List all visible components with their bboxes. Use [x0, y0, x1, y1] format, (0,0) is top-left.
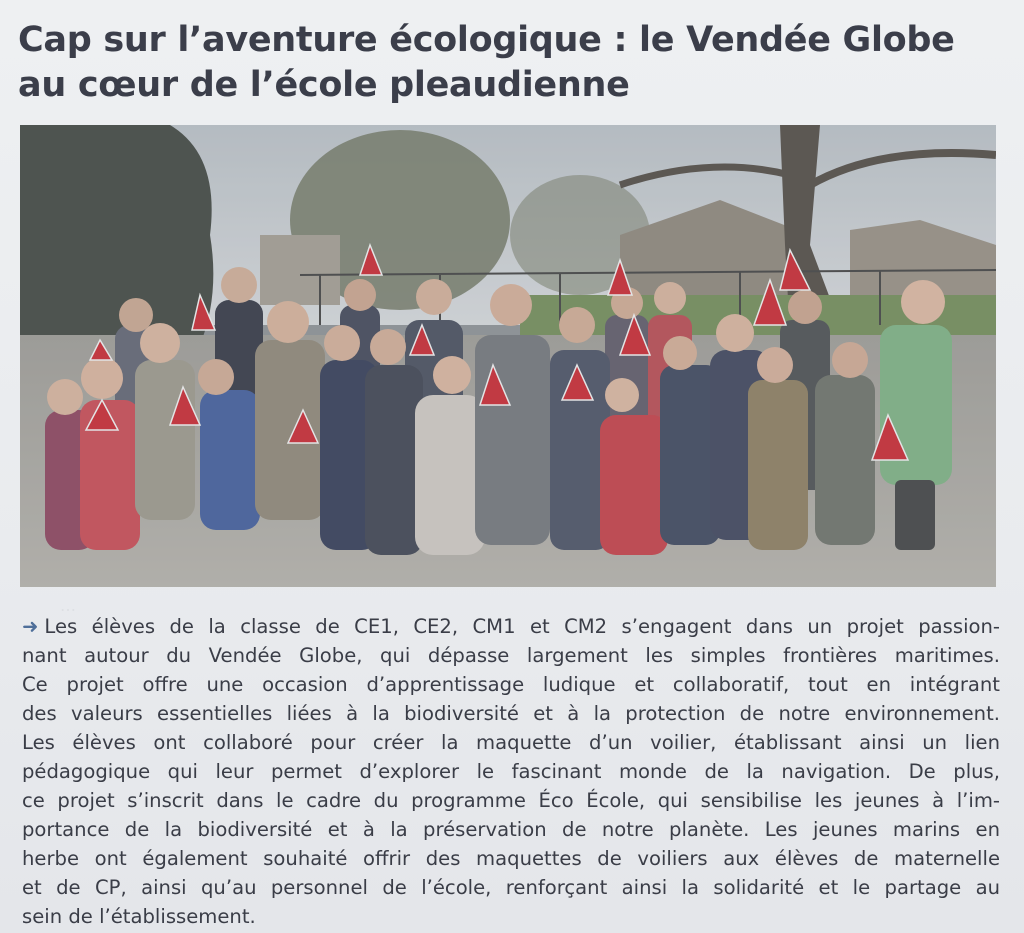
caption-line-8: portance de la biodiversité et à la préservation de notre planète. Les jeunes marins en	[22, 818, 1000, 841]
arrow-right-icon: ➜	[22, 615, 39, 638]
caption-line-10: et de CP, ainsi qu’au personnel de l’école, renforçant ainsi la solidarité et le partage au	[22, 876, 1000, 899]
photo-illustration	[20, 125, 996, 587]
caption-line-5: Les élèves ont collaboré pour créer la maquette d’un voilier, établissant ainsi un lien	[22, 731, 1000, 754]
class-group-photo	[20, 125, 996, 587]
caption-line-1: ➜ Les élèves de la classe de CE1, CE2, CM1 et CM2 s’engagent dans un projet passion-	[22, 615, 1000, 638]
headline-line-2: au cœur de l’école pleaudienne	[18, 65, 630, 105]
caption-line-6: pédagogique qui leur permet d’explorer le fascinant monde de la navigation. De plus,	[22, 760, 1000, 783]
caption-line-11: sein de l’établissement.	[22, 905, 256, 928]
bleed-through-text: …	[60, 596, 76, 615]
caption-line-7: ce projet s’inscrit dans le cadre du programme Éco École, qui sensibilise les jeunes à l’im-	[22, 789, 1000, 812]
caption-line-2: nant autour du Vendée Globe, qui dépasse largement les simples frontières maritimes.	[22, 644, 1000, 667]
article-headline	[18, 18, 1008, 108]
article-caption	[22, 612, 1000, 931]
caption-line-9: herbe ont également souhaité offrir des maquettes de voiliers aux élèves de maternelle	[22, 847, 1000, 870]
caption-line-3: Ce projet offre une occasion d’apprentissage ludique et collaboratif, tout en intégrant	[22, 673, 1000, 696]
headline-line-1: Cap sur l’aventure écologique : le Vendée Globe	[18, 20, 955, 60]
caption-line-4: des valeurs essentielles liées à la biodiversité et à la protection de notre environnement.	[22, 702, 1000, 725]
